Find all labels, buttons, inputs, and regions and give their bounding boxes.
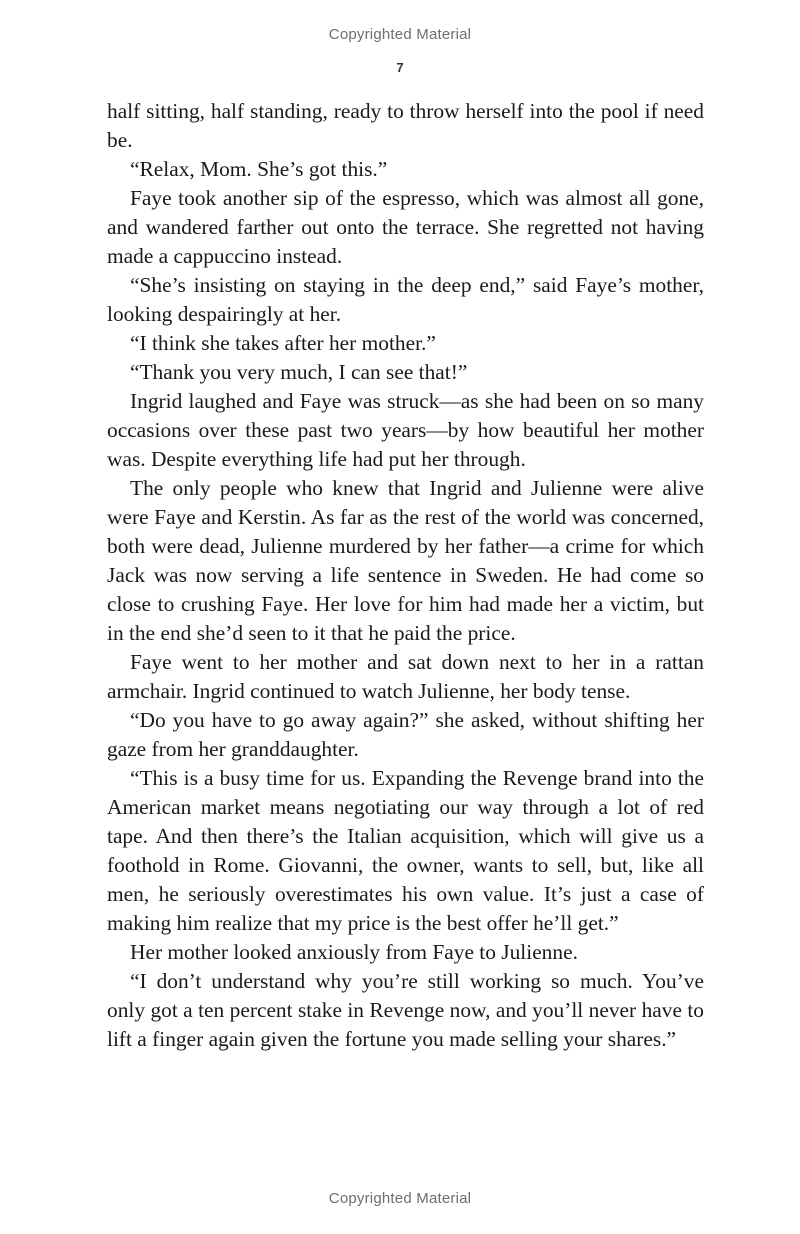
copyright-watermark-bottom: Copyrighted Material [328,1190,472,1207]
paragraph: “I don’t understand why you’re still working so much. You’ve only got a ten percent stake in Revenge now, and you’ll never have to lift a finger again given the fortune you made selling your shares.” [107,969,704,1051]
paragraph: Ingrid laughed and Faye was struck—as she had been on so many occasions over these past two years—by how beautiful her mother was. Despite everything life had put her through. [107,389,704,471]
paragraph: “Thank you very much, I can see that!” [130,360,468,384]
paragraph: half sitting, half standing, ready to throw herself into the pool if need be. [107,99,704,152]
paragraph: Faye went to her mother and sat down next to her in a rattan armchair. Ingrid continued to watch Julienne, her body tense. [107,650,704,703]
book-text-body [107,97,704,1054]
paragraph: “She’s insisting on staying in the deep end,” said Faye’s mother, looking despairingly at her. [107,273,704,326]
page-number: 7 [396,60,404,75]
copyright-watermark-top: Copyrighted Material [328,26,472,43]
paragraph: The only people who knew that Ingrid and Julienne were alive were Faye and Kerstin. As far as the rest of the world was concerned, both were dead, Julienne murdered by her father—a crime for which Jack was now serving a life sentence in Sweden. He had come so close to crushing Faye. Her love for him had made her a victim, but in the end she’d seen to it that he paid the price. [107,476,704,645]
paragraph: “This is a busy time for us. Expanding the Revenge brand into the American market means negotiating our way through a lot of red tape. And then there’s the Italian acquisition, which will give us a foothold in Rome. Giovanni, the owner, wants to sell, but, like all men, he seriously overestimates his own value. It’s just a case of making him realize that my price is the best offer he’ll get.” [107,766,704,935]
paragraph: Faye took another sip of the espresso, which was almost all gone, and wandered farther out onto the terrace. She regretted not having made a cappuccino instead. [107,186,704,268]
paragraph: “I think she takes after her mother.” [130,331,436,355]
paragraph: “Do you have to go away again?” she asked, without shifting her gaze from her granddaughter. [107,708,704,761]
paragraph: “Relax, Mom. She’s got this.” [130,157,388,181]
paragraph: Her mother looked anxiously from Faye to Julienne. [130,940,578,964]
